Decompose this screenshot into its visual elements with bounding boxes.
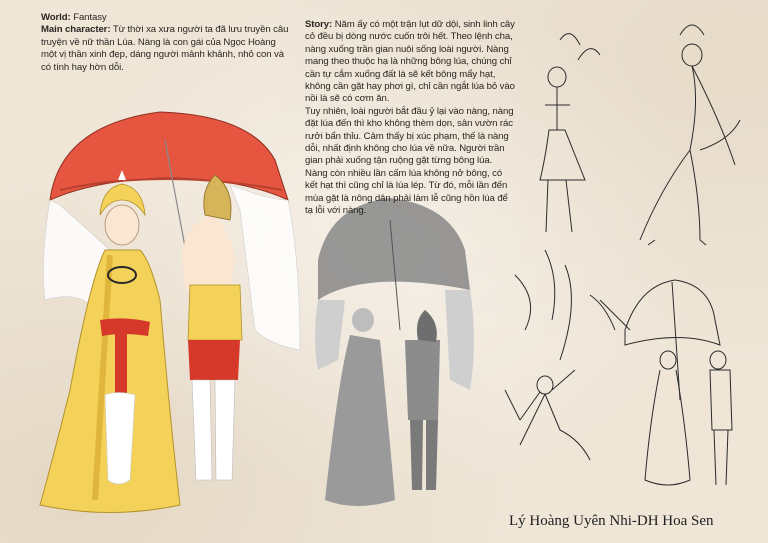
story-paragraph-1-text: Năm ấy có một trận lụt dữ dội, sinh linh cây cỏ đều bị dòng nước cuốn trôi hết. Theo lệnh cha, nàng xuống trần gian nuôi sống loài người. Nàng mang theo thuộc hạ là những bông lúa, chúng chỉ cần tự cắm xuống đất là sẽ kết bông mẩy hạt, không cần gặt hay phơi gì, chỉ cần ngắt lúa bỏ vào nồi là sẽ có cơm ăn.: [305, 19, 515, 105]
sketch-figure-1: [540, 34, 600, 232]
world-value: Fantasy: [73, 12, 107, 23]
story-paragraph-2: Tuy nhiên, loài người bắt đầu ỷ lại vào nàng, nàng đặt lúa đến thì kho không thèm dọn, sân vườn rác rưởi bẩn thỉu. Cảm thấy bị xúc phạm, thế là nàng dỗi, nhất định không cho lúa về nữa. Người trần gian phải xuống tận ruộng gặt từng bông lúa. Nàng còn nhiều lần cấm lúa không nở bông, có kết hạt thì cũng chỉ là lúa lép. Từ đó, mỗi lần đến mùa gặt là nông dân phải làm lễ cũng hồn lúa để tạ lỗi với nàng.: [305, 105, 514, 217]
world-character-text: [41, 12, 291, 74]
story-paragraph-1: [305, 19, 515, 106]
main-character-line: [41, 24, 291, 74]
artist-signature: Lý Hoàng Uyên Nhi-DH Hoa Sen: [509, 513, 714, 529]
sketch-figure-4: [625, 280, 732, 485]
world-label: World:: [41, 12, 71, 23]
main-character-text: Từ thời xa xưa người ta đã lưu truyền câu truyện về nữ thần Lúa. Nàng là con gái của Ngọc Hoàng một vị thần xinh đẹp, dáng người mảnh khảnh, nhỏ con và có tính hay hờn dỗi.: [41, 24, 289, 73]
sketch-figure-2: [640, 25, 740, 245]
story-label: Story:: [305, 19, 333, 30]
main-character-label: Main character:: [41, 24, 111, 36]
sketch-figure-3: [505, 250, 630, 460]
world-line: [41, 12, 291, 24]
story-text: [305, 19, 515, 218]
